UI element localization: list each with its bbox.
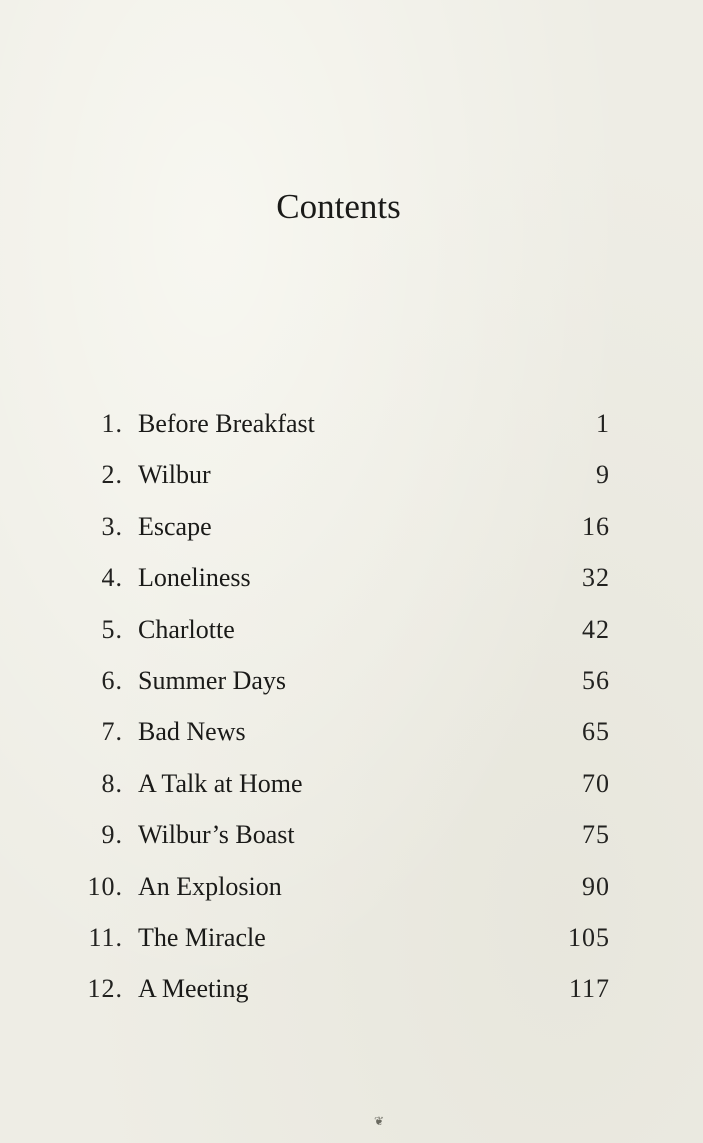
- chapter-title: Loneliness: [138, 563, 251, 593]
- chapter-page: 70: [582, 768, 610, 798]
- chapter-page: 75: [582, 820, 610, 850]
- chapter-page: 1: [596, 409, 610, 438]
- chapter-page: 9: [596, 460, 610, 490]
- chapter-title: Escape: [138, 511, 212, 541]
- toc-row: [0, 610, 703, 661]
- chapter-number: 9.: [101, 820, 123, 850]
- chapter-title: The Miracle: [138, 922, 266, 952]
- chapter-page: 117: [568, 974, 610, 1004]
- page-title: Contents: [276, 187, 401, 226]
- chapter-title: A Talk at Home: [138, 768, 303, 798]
- chapter-number: 2.: [101, 460, 123, 490]
- toc-row: [0, 764, 703, 815]
- chapter-title: Summer Days: [138, 665, 287, 695]
- toc-row: [0, 867, 703, 918]
- chapter-title: A Meeting: [138, 974, 249, 1004]
- chapter-number: 11.: [88, 922, 123, 952]
- chapter-number: 7.: [101, 717, 123, 747]
- toc-row: [0, 455, 703, 506]
- toc-row: [0, 918, 703, 969]
- toc-row: [0, 815, 703, 866]
- toc-row: [0, 507, 703, 558]
- chapter-page: 56: [582, 665, 610, 695]
- chapter-number: 3.: [101, 511, 123, 541]
- fleuron-icon: ❦: [374, 1114, 385, 1128]
- chapter-number: 4.: [101, 563, 123, 593]
- chapter-number: 12.: [87, 974, 123, 1004]
- chapter-title: An Explosion: [138, 871, 282, 901]
- toc-row: [0, 661, 703, 712]
- chapter-title: Charlotte: [138, 614, 235, 644]
- table-of-contents: [0, 404, 703, 1021]
- chapter-title: Wilbur’s Boast: [138, 820, 295, 850]
- chapter-number: 5.: [101, 614, 123, 644]
- chapter-number: 1.: [101, 409, 123, 438]
- toc-row: [0, 558, 703, 609]
- chapter-number: 6.: [101, 665, 123, 695]
- chapter-title: Bad News: [138, 717, 246, 747]
- chapter-page: 65: [582, 717, 610, 747]
- chapter-page: 105: [568, 922, 610, 952]
- toc-row: [0, 969, 703, 1020]
- chapter-page: 16: [582, 511, 610, 541]
- chapter-page: 42: [582, 614, 610, 644]
- chapter-title: Wilbur: [138, 460, 211, 490]
- chapter-number: 8.: [101, 768, 123, 798]
- chapter-page: 32: [582, 563, 610, 593]
- toc-row: [0, 404, 703, 455]
- chapter-title: Before Breakfast: [138, 409, 315, 438]
- toc-row: [0, 712, 703, 763]
- chapter-number: 10.: [87, 871, 123, 901]
- chapter-page: 90: [582, 871, 610, 901]
